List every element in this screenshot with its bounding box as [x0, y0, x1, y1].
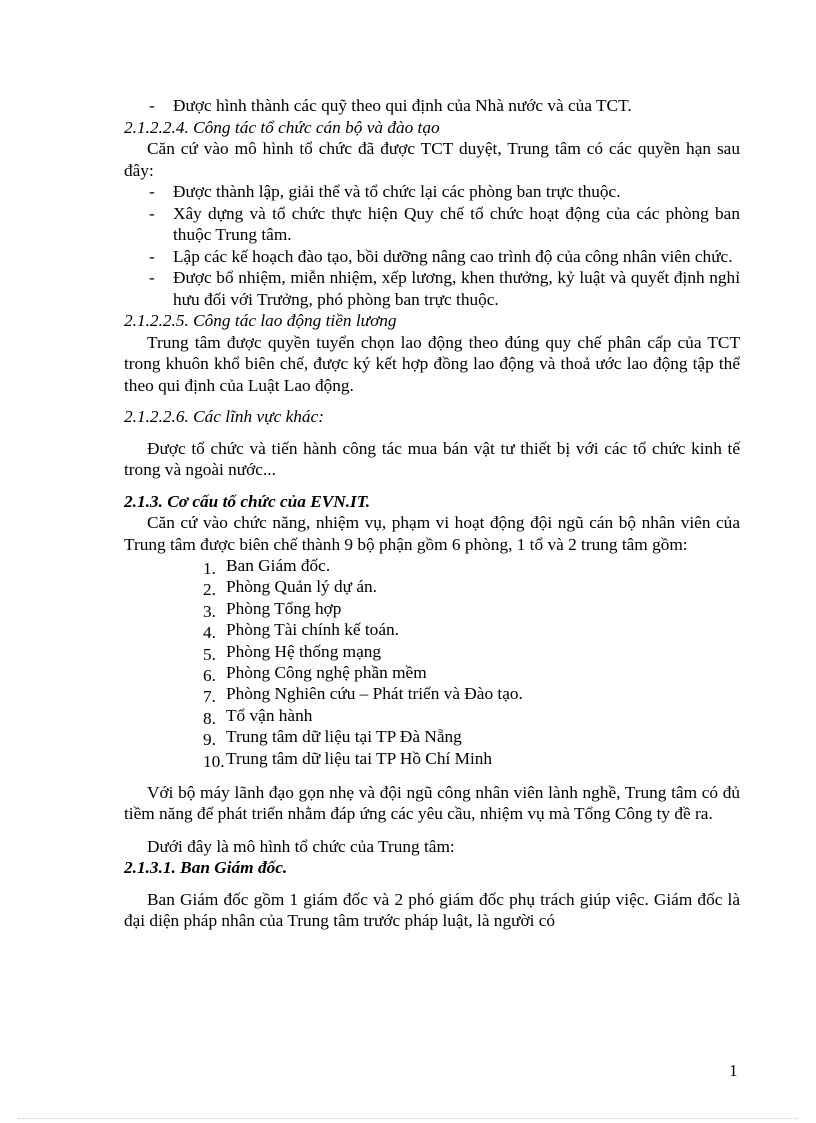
bullet-dash: -: [149, 182, 155, 201]
bullet-text: Được thành lập, giải thể và tổ chức lại các phòng ban trực thuộc.: [173, 182, 621, 201]
bullet-item: [124, 267, 740, 310]
list-number: 2.: [203, 580, 216, 600]
list-number: 10.: [203, 751, 225, 771]
list-text: Phòng Nghiên cứu – Phát triển và Đào tạo.: [226, 684, 523, 704]
bullet-text: Được bổ nhiệm, miễn nhiệm, xếp lương, khen thưởng, kỷ luật và quyết định nghỉ hưu đối với Trưởng, phó phòng ban trực thuộc.: [173, 268, 740, 309]
list-text: Trung tâm dữ liệu tại TP Đà Nẵng: [226, 727, 462, 747]
paragraph: Ban Giám đốc gồm 1 giám đốc và 2 phó giám đốc phụ trách giúp việc. Giám đốc là đại diện pháp nhân của Trung tâm trước pháp luật, là người có: [124, 889, 740, 931]
paragraph: Căn cứ vào chức năng, nhiệm vụ, phạm vi hoạt động đội ngũ cán bộ nhân viên của Trung tâm được biên chế thành 9 bộ phận gồm 6 phòng, 1 tổ và 2 trung tâm gồm:: [124, 513, 740, 554]
bullet-text: Lập các kế hoạch đào tạo, bồi dưỡng nâng cao trình độ của công nhân viên chức.: [173, 246, 733, 266]
paragraph: Trung tâm được quyền tuyển chọn lao động theo đúng quy chế phân cấp của TCT trong khuôn khổ biên chế, được ký kết hợp đồng lao động và thoả ước lao động tập thể theo qui định của Luật Lao động.: [124, 332, 740, 395]
paragraph: Căn cứ vào mô hình tổ chức đã được TCT duyệt, Trung tâm có các quyền hạn sau đây:: [124, 139, 740, 180]
bullet-item: [124, 181, 740, 203]
list-number: 3.: [203, 601, 216, 621]
section-heading-2-1-2-2-4: 2.1.2.2.4. Công tác tổ chức cán bộ và đào tạo: [124, 117, 440, 137]
list-number: 7.: [203, 687, 216, 707]
list-item: [124, 555, 740, 576]
bullet-item: [124, 95, 740, 117]
list-number: 9.: [203, 730, 216, 750]
list-item: [124, 705, 740, 726]
bullet-dash: -: [149, 246, 155, 266]
list-item: [124, 576, 740, 600]
list-number: 5.: [203, 644, 216, 664]
list-item: [124, 748, 740, 769]
section-heading-2-1-3-1: 2.1.3.1. Ban Giám đốc.: [124, 858, 288, 878]
bullet-text: Được hình thành các quỹ theo qui định của Nhà nước và của TCT.: [173, 96, 632, 115]
bullet-dash: -: [149, 203, 155, 223]
list-text: Phòng Quản lý dự án.: [226, 577, 377, 597]
bullet-dash: -: [149, 268, 155, 287]
list-text: Trung tâm dữ liệu tai TP Hồ Chí Minh: [226, 748, 493, 768]
bullet-text: Xây dựng và tổ chức thực hiện Quy chế tổ chức hoạt động của các phòng ban thuộc Trung tâm.: [173, 203, 740, 244]
paragraph: Dưới đây là mô hình tổ chức của Trung tâm:: [147, 836, 455, 856]
list-text: Ban Giám đốc.: [226, 556, 331, 575]
list-number: 8.: [203, 708, 216, 728]
list-item: [124, 619, 740, 643]
spacer: [124, 481, 740, 491]
list-item: [124, 726, 740, 750]
list-number: 6.: [203, 665, 216, 685]
spacer: [124, 428, 740, 438]
list-text: Phòng Tổng hợp: [226, 598, 342, 618]
page-bottom-divider: [18, 1118, 798, 1119]
list-text: Tổ vận hành: [226, 705, 313, 725]
spacer: [124, 879, 740, 889]
bullet-dash: -: [149, 96, 155, 115]
list-text: Phòng Tài chính kế toán.: [226, 620, 399, 640]
list-text: Phòng Công nghệ phần mềm: [226, 662, 427, 682]
section-heading-2-1-2-2-6: 2.1.2.2.6. Các lĩnh vực khác:: [124, 407, 324, 426]
list-number: 4.: [203, 623, 216, 643]
document-body: [124, 95, 740, 932]
list-text: Phòng Hệ thống mạng: [226, 641, 382, 661]
bullet-item: [124, 246, 740, 268]
section-heading-2-1-2-2-5: 2.1.2.2.5. Công tác lao động tiền lương: [124, 311, 397, 330]
unit-list: [124, 555, 740, 769]
section-heading-2-1-3: 2.1.3. Cơ cấu tổ chức của EVN.IT.: [124, 491, 371, 511]
spacer: [124, 396, 740, 406]
paragraph: Được tổ chức và tiến hành công tác mua bán vật tư thiết bị với các tổ chức kinh tế trong và ngoài nước...: [124, 438, 740, 479]
list-item: [124, 641, 740, 662]
spacer: [124, 825, 740, 836]
list-item: [124, 598, 740, 619]
list-item: [124, 683, 740, 707]
list-number: 1.: [203, 559, 216, 578]
list-item: [124, 662, 740, 683]
paragraph: Với bộ máy lãnh đạo gọn nhẹ và đội ngũ công nhân viên lành nghề, Trung tâm có đủ tiềm năng để phát triển nhằm đáp ứng các yêu cầu, nhiệm vụ mà Tổng Công ty đề ra.: [124, 782, 740, 824]
bullet-item: [124, 203, 740, 246]
page-number: 1: [729, 1061, 738, 1080]
